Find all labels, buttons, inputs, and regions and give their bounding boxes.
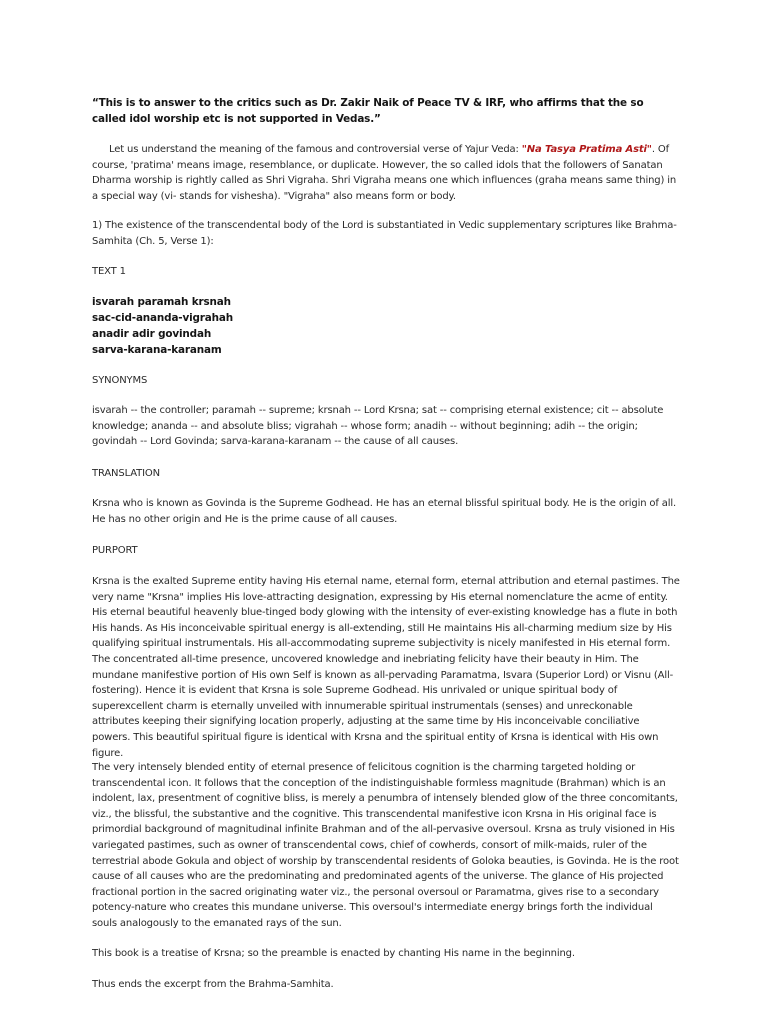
synonyms-paragraph: isvarah -- the controller; paramah -- supreme; krsnah -- Lord Krsna; sat -- comprising eternal existence; cit -- absolute knowledge; ananda -- and absolute bliss; vigrahah -- whose form; anadih -- without beginning; adih -- the origin; govindah -- Lord Govinda; sarva-karana-karanam -- the cause of all causes. [92, 405, 664, 448]
closing-paragraph: Thus ends the excerpt from the Brahma-Samhita. [92, 979, 334, 990]
intro-paragraph [92, 142, 680, 204]
purport-paragraph: The very intensely blended entity of eternal presence of felicitous cognition is the charming targeted holding or transcendental icon. It follows that the conception of the indistinguishable formless magnitude (Brahman) which is an indolent, lax, presentment of cognitive bliss, is merely a penumbra of intensely blended glow of the three concomitants, viz., the blissful, the substantive and the cognitive. This transcendental manifestive icon Krsna in His original face is primordial background of magnitudinal infinite Brahman and of the all-pervasive oversoul. Krsna as truly visioned in His variegated pastimes, such as owner of transcendental cows, chief of cowherds, consort of milk-maids, ruler of the terrestrial abode Gokula and object of worship by transcendental residents of Goloka beauties, is Govinda. He is the root cause of all causes who are the predominating and predominated agents of the universe. The glance of His projected fractional portion in the sacred originating water viz., the personal oversoul or Paramatma, gives rise to a secondary potency-nature who creates this mundane universe. This oversoul's intermediate energy brings forth the individual souls analogously to the emanated rays of the sun. [92, 762, 679, 929]
translation-label: TRANSLATION [92, 468, 160, 479]
purport-label: PURPORT [92, 545, 138, 556]
verse-line: sarva-karana-karanam [92, 344, 222, 356]
verse-line: sac-cid-ananda-vigrahah [92, 312, 233, 324]
verse-name-highlight: "Na Tasya Pratima Asti" [521, 144, 652, 155]
point-1-paragraph: 1) The existence of the transcendental body of the Lord is substantiated in Vedic supplementary scriptures like Brahma-Samhita (Ch. 5, Verse 1): [92, 220, 677, 247]
document-heading: “This is to answer to the critics such as Dr. Zakir Naik of Peace TV & IRF, who affirms that the so called idol worship etc is not supported in Vedas.” [92, 97, 644, 125]
text-label: TEXT 1 [92, 266, 126, 277]
purport-paragraph: This book is a treatise of Krsna; so the preamble is enacted by chanting His name in the beginning. [92, 948, 575, 959]
intro-rest: . Of course, 'pratima' means image, resemblance, or duplicate. However, the so called idols that the followers of Sanatan Dharma worship is rightly called as Shri Vigraha. Shri Vigraha means one which influences (graha means same thing) in a special way (vi- stands for vishesha). "Vigraha" also means form or body. [92, 144, 677, 202]
verse-line: anadir adir govindah [92, 328, 212, 340]
intro-lead: Let us understand the meaning of the famous and controversial verse of Yajur Veda: [109, 144, 522, 155]
translation-paragraph: Krsna who is known as Govinda is the Supreme Godhead. He has an eternal blissful spiritual body. He is the origin of all. He has no other origin and He is the prime cause of all causes. [92, 498, 677, 525]
purport-paragraph: Krsna is the exalted Supreme entity having His eternal name, eternal form, eternal attribution and eternal pastimes. The very name "Krsna" implies His love-attracting designation, expressing by His eternal nomenclature the acme of entity. His eternal beautiful heavenly blue-tinged body glowing with the intensity of ever-existing knowledge has a flute in both His hands. As His inconceivable spiritual energy is all-extending, still He maintains His all-charming medium size by His qualifying spiritual instrumentals. His all-accommodating supreme subjectivity is nicely manifested in His eternal form. The concentrated all-time presence, uncovered knowledge and inebriating felicity have their beauty in Him. The mundane manifestive portion of His own Self is known as all-pervading Paramatma, Isvara (Superior Lord) or Visnu (All-fostering). Hence it is evident that Krsna is sole Supreme Godhead. His unrivaled or unique spiritual body of superexcellent charm is eternally unveiled with innumerable spiritual instrumentals (senses) and unreckonable attributes keeping their signifying location properly, adjusting at the same time by His inconceivable conciliative powers. This beautiful spiritual figure is identical with Krsna and the spiritual entity of Krsna is identical with His own figure. [92, 576, 680, 759]
verse-line: isvarah paramah krsnah [92, 296, 231, 308]
verse-block [92, 294, 680, 358]
synonyms-label: SYNONYMS [92, 375, 148, 386]
